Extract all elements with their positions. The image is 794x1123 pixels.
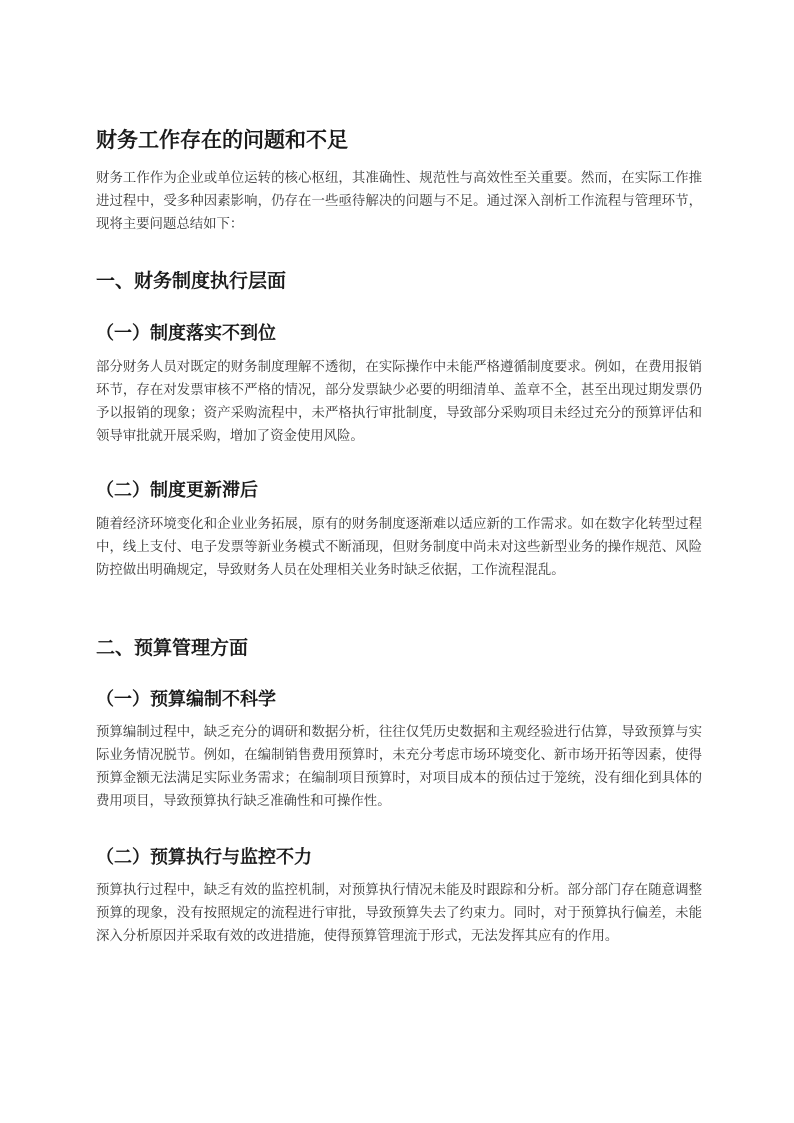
subsection-body-2-1: 预算编制过程中，缺乏充分的调研和数据分析，往往仅凭历史数据和主观经验进行估算，导致预算与实际业务情况脱节。例如，在编制销售费用预算时，未充分考虑市场环境变化、新市场开拓等因素，使得预算金额无法满足实际业务需求；在编制项目预算时，对项目成本的预估过于笼统，没有细化到具体的费用项目，导致预算执行缺乏准确性和可操作性。	[96, 725, 702, 809]
subsection-heading-2-2: （二）预算执行与监控不力	[96, 847, 312, 868]
subsection-heading-1-1: （一）制度落实不到位	[96, 323, 276, 344]
subsection-heading-2-1: （一）预算编制不科学	[96, 689, 276, 710]
section-heading-2: 二、预算管理方面	[96, 637, 249, 659]
subsection-body-2-2: 预算执行过程中，缺乏有效的监控机制，对预算执行情况未能及时跟踪和分析。部分部门存在随意调整预算的现象，没有按照规定的流程进行审批，导致预算失去了约束力。同时，对于预算执行偏差，未能深入分析原因并采取有效的改进措施，使得预算管理流于形式，无法发挥其应有的作用。	[96, 883, 702, 944]
section-heading-1: 一、财务制度执行层面	[96, 270, 287, 292]
subsection-body-1-1: 部分财务人员对既定的财务制度理解不透彻，在实际操作中未能严格遵循制度要求。例如，在费用报销环节，存在对发票审核不严格的情况，部分发票缺少必要的明细清单、盖章不全，甚至出现过期发票仍予以报销的现象；资产采购流程中，未严格执行审批制度，导致部分采购项目未经过充分的预算评估和领导审批就开展采购，增加了资金使用风险。	[96, 360, 702, 444]
subsection-body-1-2: 随着经济环境变化和企业业务拓展，原有的财务制度逐渐难以适应新的工作需求。如在数字化转型过程中，线上支付、电子发票等新业务模式不断涌现，但财务制度中尚未对这些新型业务的操作规范、风险防控做出明确规定，导致财务人员在处理相关业务时缺乏依据，工作流程混乱。	[96, 517, 702, 578]
document-title: 财务工作存在的问题和不足	[96, 128, 348, 152]
subsection-heading-1-2: （二）制度更新滞后	[96, 480, 258, 501]
intro-paragraph: 财务工作作为企业或单位运转的核心枢纽，其准确性、规范性与高效性至关重要。然而，在实际工作推进过程中，受多种因素影响，仍存在一些亟待解决的问题与不足。通过深入剖析工作流程与管理环节，现将主要问题总结如下：	[96, 171, 702, 232]
